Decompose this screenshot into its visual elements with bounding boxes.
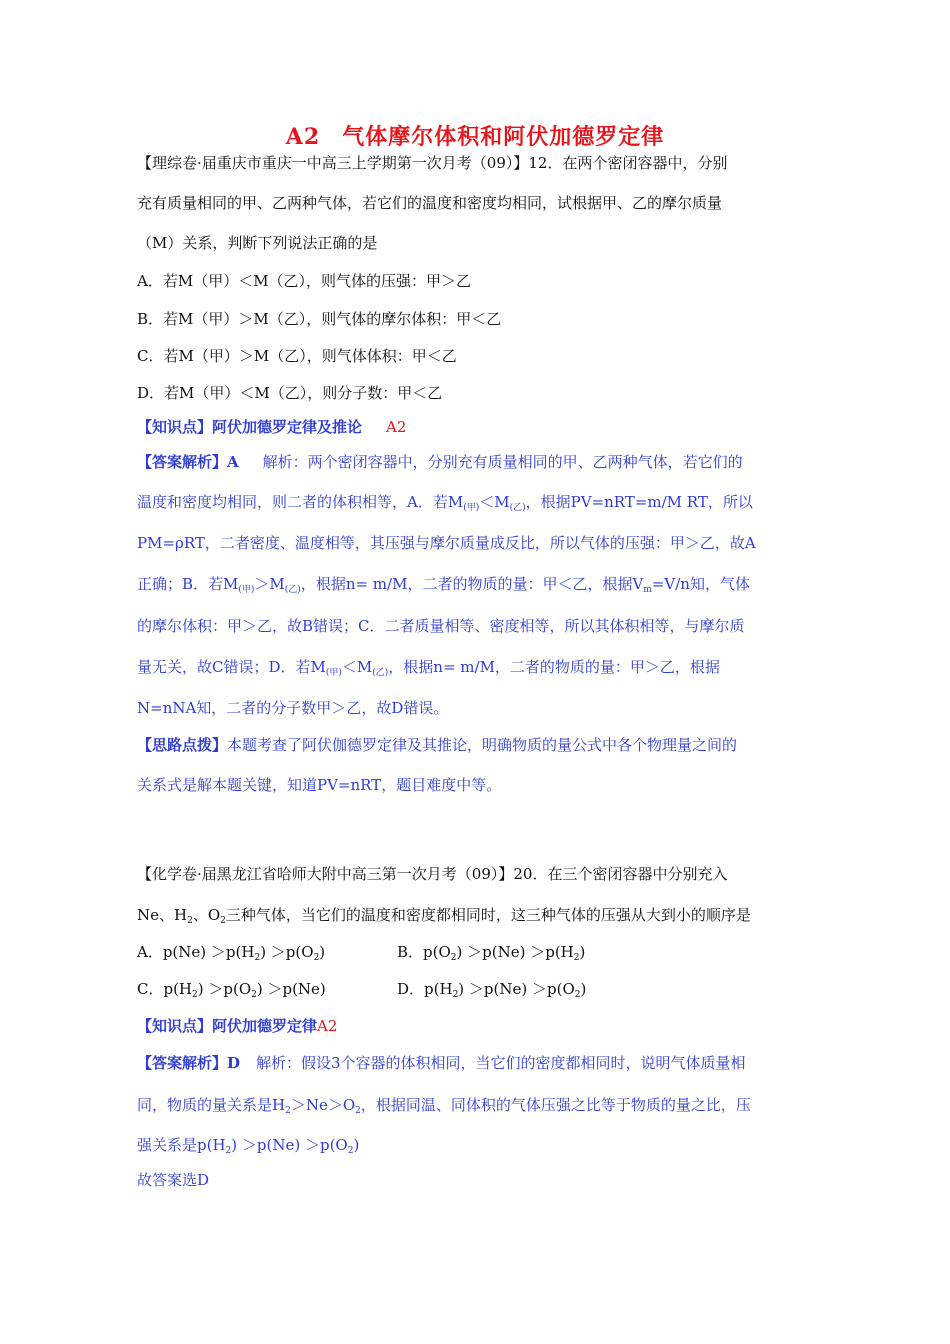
q1-stem-line2: 充有质量相同的甲、乙两种气体，若它们的温度和密度均相同，试根据甲、乙的摩尔质量 bbox=[137, 194, 723, 212]
q2-answer-line2: 同，物质的量关系是$H_2>Ne>O_2$，根据同温、同体积的气体压强之比等于物质的量之比，压 bbox=[137, 1096, 751, 1116]
q2-options-row2 bbox=[137, 979, 837, 1005]
q2-options-row1 bbox=[137, 942, 837, 968]
q1-answer-line4: 正确；B．若$M_{(甲)}>M_{(乙)}$，根据n= m/M，二者的物质的量：甲＜乙，根据$V_m=V/n$知，气体 bbox=[137, 575, 750, 595]
q2-stem: Ne、$H_2$、$O_2$三种气体，当它们的温度和密度都相同时，这三种气体的压强从大到小的顺序是 bbox=[137, 906, 751, 926]
q2-source: 【化学卷·届黑龙江省哈师大附中高三第一次月考（09）】20．在三个密闭容器中分别充入 bbox=[137, 865, 728, 883]
q1-knowledge-point: 【知识点】阿伏加德罗定律及推论 A2 bbox=[137, 418, 407, 436]
q1-option-d: D．若M（甲）＜M（乙），则分子数：甲＜乙 bbox=[137, 384, 443, 402]
q1-tip-line2: 关系式是解本题关键，知道PV=nRT，题目难度中等。 bbox=[137, 776, 502, 794]
q2-option-d: D．$p(H_2) >p(Ne) >p(O_2)$ bbox=[397, 980, 587, 1000]
q2-option-a: A．$p(Ne) >p(H_2) >p(O_2)$ bbox=[137, 943, 326, 963]
q1-answer-line5: 的摩尔体积：甲＞乙，故B错误；C．二者质量相等、密度相等，所以其体积相等，与摩尔质 bbox=[137, 617, 745, 635]
q2-option-c: C．$p(H_2) >p(O_2) >p(Ne)$ bbox=[137, 980, 326, 1000]
q1-answer-line7: N=nNA知，二者的分子数甲＞乙，故D错误。 bbox=[137, 699, 449, 717]
q2-final-answer: 故答案选D bbox=[137, 1171, 210, 1189]
q2-answer-line1: 【答案解析】D 解析：假设3个容器的体积相同，当它们的密度都相同时，说明气体质量相 bbox=[137, 1054, 746, 1072]
q1-source: 【理综卷·届重庆市重庆一中高三上学期第一次月考（09）】12．在两个密闭容器中，分别 bbox=[137, 154, 728, 172]
page-title bbox=[0, 120, 950, 151]
q2-knowledge-point: 【知识点】阿伏加德罗定律A2 bbox=[137, 1017, 338, 1035]
q1-answer-line2: 温度和密度均相同，则二者的体积相等，A．若$M_{(甲)}<M_{(乙)}$，根据PV=nRT=m/M RT，所以 bbox=[137, 493, 753, 513]
q1-option-b: B．若M（甲）＞M（乙），则气体的摩尔体积：甲＜乙 bbox=[137, 310, 502, 328]
title-code: A2 bbox=[285, 124, 321, 150]
q1-answer-line3: PM=ρRT，二者密度、温度相等，其压强与摩尔质量成反比，所以气体的压强：甲＞乙，故A bbox=[137, 534, 756, 552]
q1-answer-line1: 【答案解析】A 解析：两个密闭容器中，分别充有质量相同的甲、乙两种气体，若它们的 bbox=[137, 453, 743, 471]
title-text: 气体摩尔体积和阿伏加德罗定律 bbox=[342, 124, 665, 150]
q1-stem-line3: （M）关系，判断下列说法正确的是 bbox=[137, 234, 378, 252]
q1-tip-line1: 【思路点拨】本题考查了阿伏伽德罗定律及其推论，明确物质的量公式中各个物理量之间的 bbox=[137, 736, 738, 754]
q1-answer-line6: 量无关，故C错误；D．若$M_{(甲)}<M_{(乙)}$，根据n= m/M，二者的物质的量：甲＞乙，根据 bbox=[137, 658, 720, 678]
q1-option-a: A．若M（甲）＜M（乙），则气体的压强：甲＞乙 bbox=[137, 272, 472, 290]
q1-option-c: C．若M（甲）＞M（乙），则气体体积：甲＜乙 bbox=[137, 347, 457, 365]
q2-answer-line3: 强关系是$p(H_2) >p(Ne) >p(O_2)$ bbox=[137, 1136, 360, 1156]
q2-option-b: B．$p(O_2) >p(Ne) >p(H_2)$ bbox=[397, 943, 586, 963]
